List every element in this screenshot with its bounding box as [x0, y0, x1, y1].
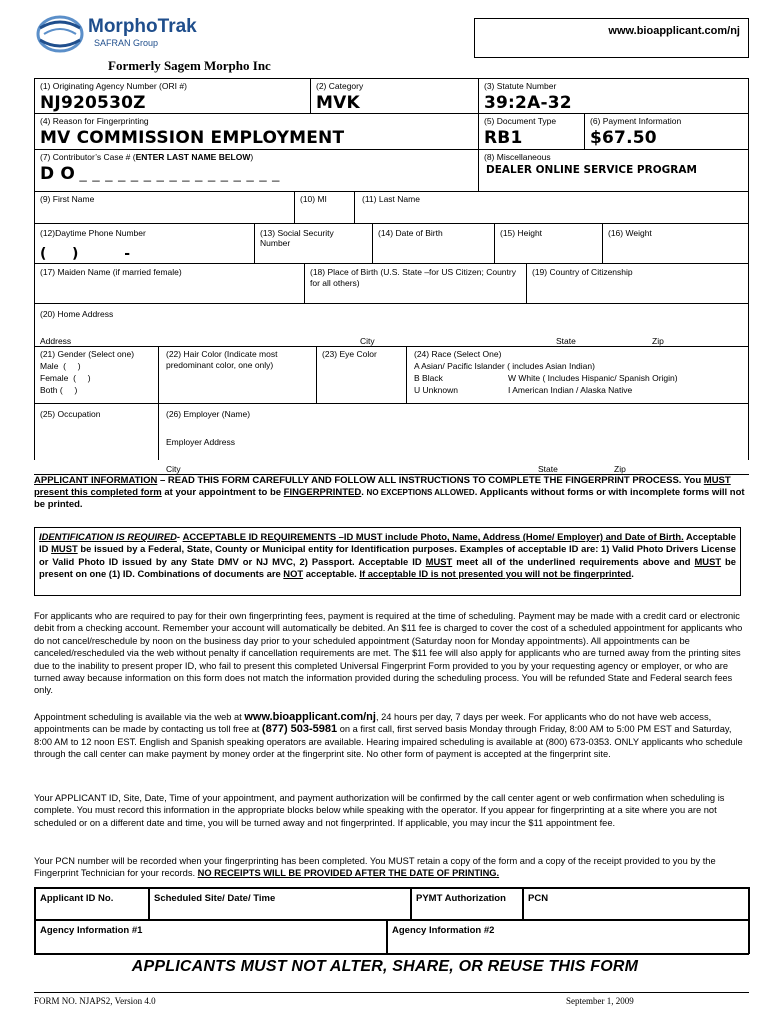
- statute-value[interactable]: 39:2A-32: [484, 93, 572, 113]
- website-box: [474, 18, 749, 58]
- employer-label: (26) Employer (Name): [166, 409, 251, 419]
- agency-info-2-field[interactable]: Agency Information #2: [392, 925, 495, 936]
- first-name-label: (9) First Name: [40, 194, 95, 204]
- employer-zip-label: Zip: [614, 464, 626, 474]
- reason-label: (4) Reason for Fingerprinting: [40, 116, 149, 126]
- reason-value[interactable]: MV COMMISSION EMPLOYMENT: [40, 128, 345, 148]
- race-american-indian[interactable]: I American Indian / Alaska Native: [508, 385, 633, 395]
- misc-label: (8) Miscellaneous: [484, 152, 551, 162]
- case-label: (7) Contributor’s Case # (ENTER LAST NAME BELOW): [40, 152, 254, 162]
- logo-subtitle: SAFRAN Group: [94, 38, 159, 48]
- occupation-label: (25) Occupation: [40, 409, 101, 419]
- id-requirements-box: IDENTIFICATION IS REQUIRED- ACCEPTABLE ID REQUIREMENTS –ID MUST include Photo, Name, Address (Home/ Employer) and Date of Birth. Acceptable ID MUST be issued by a Federal, State, County or Municipal entity for Identification purposes. Examples of acceptable ID are: 1) Valid Photo Drivers License or Valid Photo ID issued by any State DMV or NJ MVC, 2) Passport. Acceptable ID MUST meet all of the underlined requirements above and MUST be present on one (1) ID. Combinations of documents are NOT acceptable. If acceptable ID is not presented you will not be fingerprinted.: [34, 527, 741, 596]
- statute-label: (3) Statute Number: [484, 81, 557, 91]
- home-address-label: (20) Home Address: [40, 309, 114, 319]
- payment-label: (6) Payment Information: [590, 116, 682, 126]
- phone-label: (12)Daytime Phone Number: [40, 228, 146, 238]
- gender-male[interactable]: Male ( ): [40, 361, 81, 371]
- pymt-authorization-field[interactable]: PYMT Authorization: [416, 893, 506, 904]
- confirmation-paragraph: Your APPLICANT ID, Site, Date, Time of your appointment, and payment authorization will be confirmed by the call center agent or web confirmation when scheduling is complete. You must record this information in the appropriate blocks below while speaking with the operator. If you appear for fingerprinting at a site where you are not scheduled or on a different date and time, you will be turned away and not fingerprinted. If applicable, you may incur the $11 appointment fee.: [34, 793, 725, 828]
- globe-icon: [36, 14, 84, 54]
- category-label: (2) Category: [316, 81, 364, 91]
- category-value[interactable]: MVK: [316, 93, 360, 113]
- doctype-label: (5) Document Type: [484, 116, 557, 126]
- phone-value[interactable]: ( ) -: [40, 246, 131, 262]
- employer-address-label: Employer Address: [166, 437, 235, 447]
- city-sublabel: City: [360, 336, 375, 346]
- race-label: (24) Race (Select One): [414, 349, 502, 359]
- applicant-id-field[interactable]: Applicant ID No.: [40, 893, 114, 904]
- payment-paragraph: For applicants who are required to pay for their own fingerprinting fees, payment is required at the time of scheduling. Payment may be made with a credit card or electronic debit from a checking account. Remember your account will automatically be debited. An $11 fee is charged to cover the cost of a scheduled appointment for applicants who do not cancel/reschedule by noon on the business day prior to your scheduled appointment (Saturday noon for Monday appointments). All appointments can be canceled/rescheduled via the web without penalty if cancellation requirements are met. The $11 fee will also apply for applicants who are turned away from the printing sites due to the inability to present proper ID, who fail to present this completed Universal Fingerprint Form provided to you by your requesting agency or employer, or who are turned away because information on this form does not match the information provided during the scheduling process. You will be refunded State and Federal search fees only.: [34, 611, 743, 696]
- address-sublabel: Address: [40, 336, 72, 346]
- last-name-label: (11) Last Name: [362, 194, 420, 204]
- agency-info-1-field[interactable]: Agency Information #1: [40, 925, 143, 936]
- race-asian[interactable]: A Asian/ Pacific Islander ( includes Asian Indian): [414, 361, 595, 371]
- payment-value[interactable]: $67.50: [590, 128, 657, 148]
- applicant-info-heading: APPLICANT INFORMATION – READ THIS FORM CAREFULLY AND FOLLOW ALL INSTRUCTIONS TO COMPLETE THE FINGERPRINT PROCESS. You MUST present this completed form at your appointment to be FINGERPRINTED. NO EXCEPTIONS ALLOWED. Applicants without forms or with incomplete forms will not be printed.: [34, 475, 745, 510]
- race-white[interactable]: W White ( Includes Hispanic/ Spanish Origin): [508, 373, 678, 383]
- ori-label: (1) Originating Agency Number (ORI #): [40, 81, 187, 91]
- mi-label: (10) MI: [300, 194, 327, 204]
- form-date: September 1, 2009: [566, 996, 634, 1006]
- hair-label: (22) Hair Color (Indicate most predominant color, one only): [166, 349, 278, 370]
- ssn-label: (13) Social Security Number: [260, 228, 334, 248]
- formerly-line: Formerly Sagem Morpho Inc: [108, 58, 271, 73]
- gender-both[interactable]: Both ( ): [40, 385, 78, 395]
- gender-label: (21) Gender (Select one): [40, 349, 135, 359]
- weight-label: (16) Weight: [608, 228, 652, 238]
- case-value[interactable]: D O _ _ _ _ _ _ _ _ _ _ _ _ _ _ _ _: [40, 164, 281, 184]
- dob-label: (14) Date of Birth: [378, 228, 443, 238]
- height-label: (15) Height: [500, 228, 543, 238]
- gender-female[interactable]: Female ( ): [40, 373, 91, 383]
- employer-state-label: State: [538, 464, 558, 474]
- warning-banner: APPLICANTS MUST NOT ALTER, SHARE, OR REUSE THIS FORM: [131, 958, 639, 975]
- zip-sublabel: Zip: [652, 336, 664, 346]
- doctype-value[interactable]: RB1: [484, 128, 523, 148]
- employer-city-label: City: [166, 464, 181, 474]
- maiden-label: (17) Maiden Name (if married female): [40, 267, 182, 277]
- state-sublabel: State: [556, 336, 576, 346]
- logo-name: MorphoTrak: [88, 16, 197, 37]
- scheduling-paragraph: Appointment scheduling is available via the web at www.bioapplicant.com/nj, 24 hours per day, 7 days per week. For applicants who do not have web access, appointments can be made by contacting us toll free at (877) 503-5981 on a first call, first served basis Monday through Friday, 8:00 AM to 5:00 PM EST and Saturday, 8:00 AM to 12 noon EST. English and Spanish speaking operators are available. Hearing impaired scheduling is available at (800) 673-0353. ONLY applicants who schedule through the call center can make payment by money order at the fingerprint site. No other form of payment is accepted at the fingerprint site.: [34, 711, 743, 760]
- misc-value[interactable]: DEALER ONLINE SERVICE PROGRAM: [486, 164, 697, 176]
- race-black[interactable]: B Black: [414, 373, 443, 383]
- form-number: FORM NO. NJAPS2, Version 4.0: [34, 996, 156, 1006]
- pcn-paragraph: Your PCN number will be recorded when your fingerprinting has been completed. You MUST retain a copy of the form and a copy of the receipt provided to you by the Fingerprint Technician for your records. NO RECEIPTS WILL BE PROVIDED AFTER THE DATE OF PRINTING.: [34, 856, 716, 879]
- pob-label: (18) Place of Birth (U.S. State –for US Citizen; Country for all others): [310, 267, 516, 288]
- pcn-field[interactable]: PCN: [528, 893, 549, 904]
- scheduled-site-field[interactable]: Scheduled Site/ Date/ Time: [154, 893, 276, 904]
- website-link[interactable]: www.bioapplicant.com/nj: [608, 25, 740, 37]
- ori-value[interactable]: NJ920530Z: [40, 93, 146, 113]
- eye-label: (23) Eye Color: [322, 349, 377, 359]
- morphotrak-logo: [36, 12, 206, 56]
- citizenship-label: (19) Country of Citizenship: [532, 267, 633, 277]
- race-unknown[interactable]: U Unknown: [414, 385, 458, 395]
